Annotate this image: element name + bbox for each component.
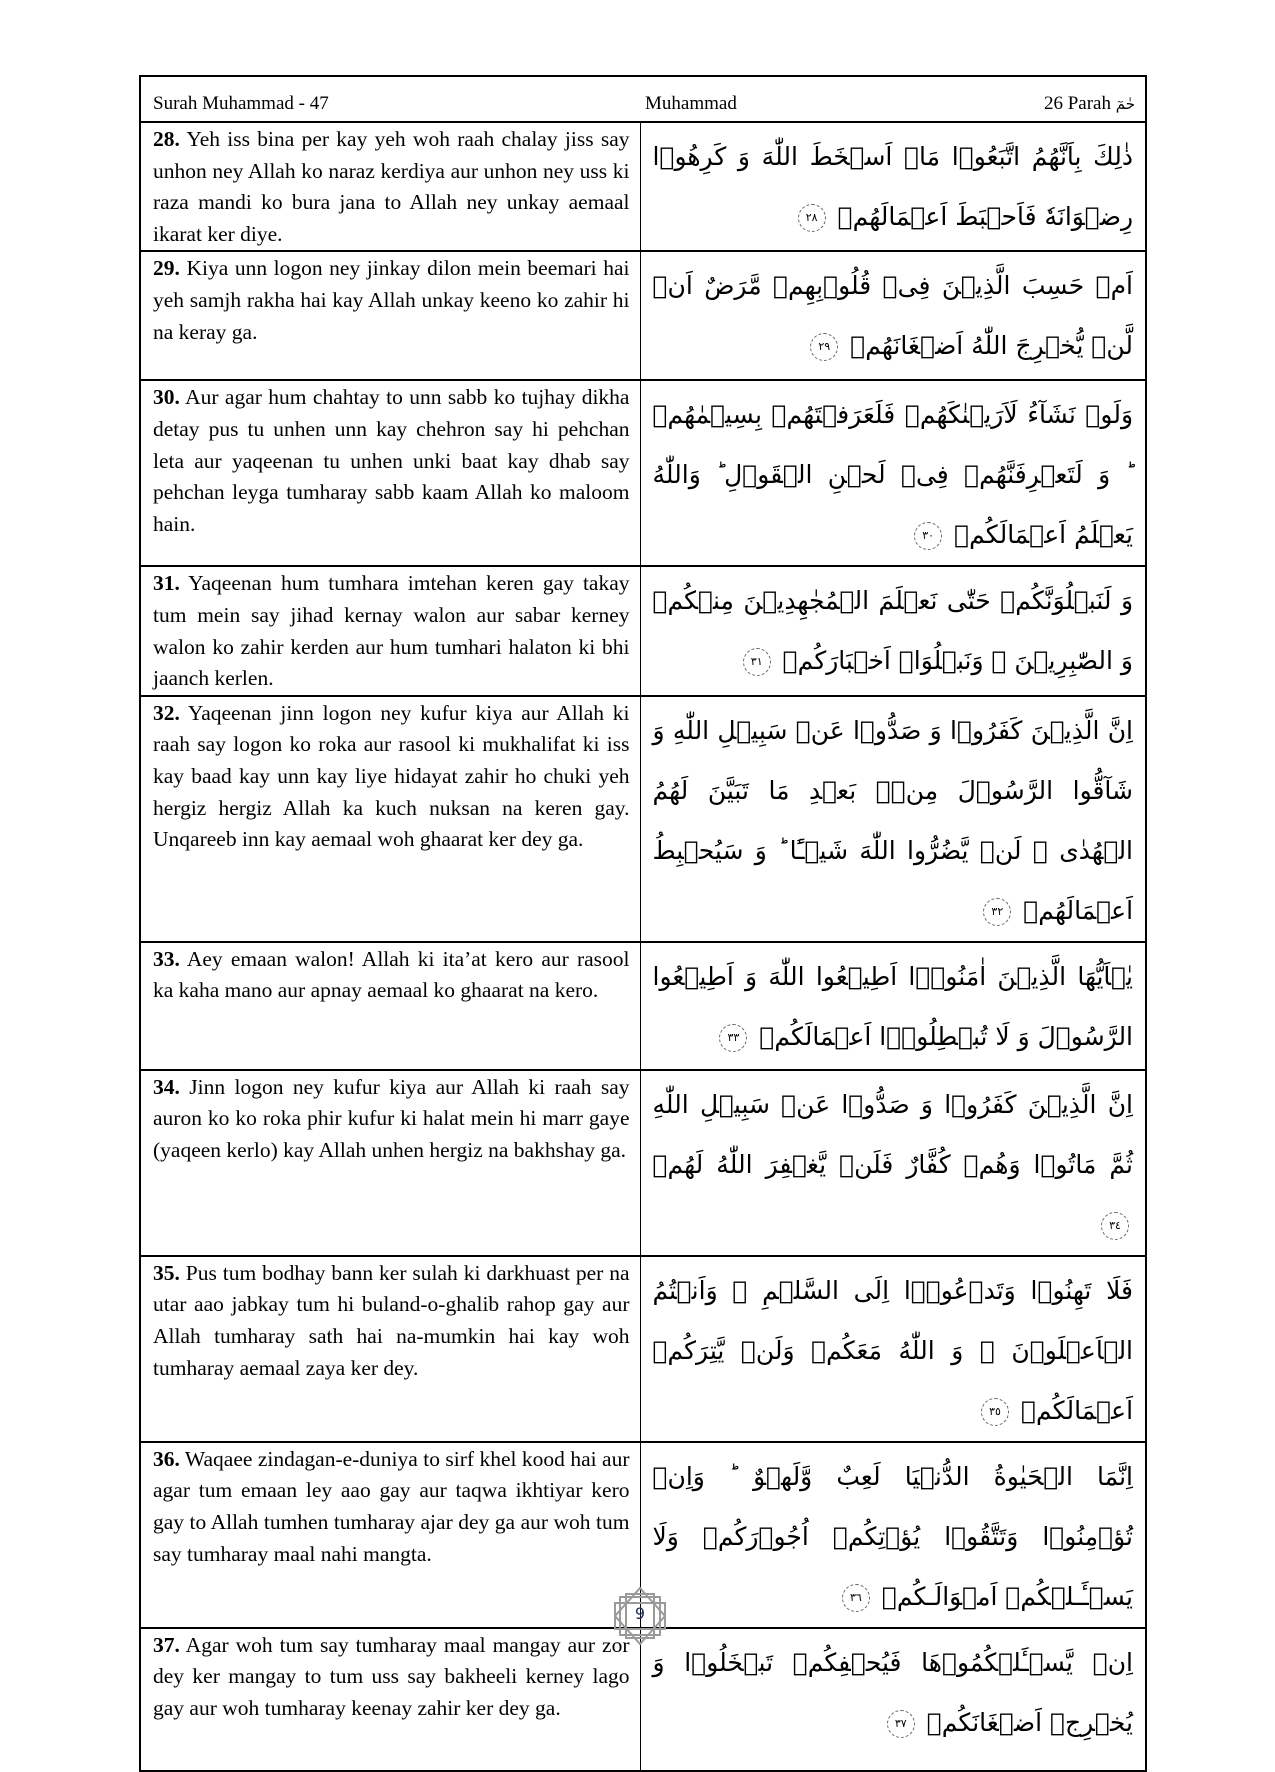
english-text: Yaqeenan jinn logon ney kufur kiya aur Allah ki raah say logon ko roka aur rasool ki mukhalifat ki iss kay baad kay unn kay liye hidayat zahir ho chuki yeh hergiz hergiz Allah ka kuch nuksan na keren gay. Unqareeb inn kay aemaal woh ghaarat ker dey ga. [153, 700, 630, 852]
arabic-text: وَ لَنَبۡلُوَنَّكُمۡ حَتّٰى نَعۡلَمَ الۡمُجٰهِدِيۡنَ مِنۡكُمۡ وَ الصّٰبِرِيۡنَ ۙ وَنَبۡلُوَا۟ اَخۡبَارَكُمۡ [652, 586, 1134, 676]
page-number-badge [609, 1586, 671, 1646]
english-text: Jinn logon ney kufur kiya aur Allah ki raah say auron ko ko roka phir kufur ki halat mein hi marr gaye (yaqeen kerlo) kay Allah unhen hergiz na bakhshay ga. [153, 1074, 630, 1162]
ayah-end-marker-icon: ٣٦ [842, 1584, 870, 1612]
english-text: Agar woh tum say tumharay maal mangay aur zor dey ker mangay to tum uss say bakheeli kerney lago gay aur woh tumharay keenay zahir ker dey ga. [153, 1632, 630, 1720]
english-translation-cell [140, 1442, 640, 1628]
verse-row-30 [140, 380, 1146, 566]
english-translation-cell [140, 942, 640, 1070]
verse-number: 32. [153, 700, 180, 725]
ayah-end-marker-icon: ٣٠ [914, 522, 942, 550]
verse-row-29 [140, 251, 1146, 380]
english-text: Yaqeenan hum tumhara imtehan keren gay takay tum mein say jihad kernay walon aur sabar kerney walon ko zahir kerden aur hum tumhari halaton ki bhi jaanch kerlen. [153, 571, 630, 691]
verse-row-33 [140, 942, 1146, 1070]
english-text: Aur agar hum chahtay to unn sabb ko tujhay dikha detay pus tu unhen unn kay chehron say hi pehchan leta aur yaqeenan tu unhen unki baat kay dhab say pehchan leyga tumharay sabb kaam Allah ko maloom hain. [153, 385, 630, 536]
arabic-text-cell [640, 1442, 1146, 1628]
arabic-text-cell [640, 696, 1146, 942]
ayah-end-marker-icon: ٢٨ [798, 204, 826, 232]
ayah-end-marker-icon: ٣٥ [981, 1398, 1009, 1426]
verse-row-35 [140, 1256, 1146, 1442]
translation-table [139, 75, 1147, 1772]
verse-row-31 [140, 566, 1146, 695]
english-translation-cell [140, 1628, 640, 1771]
arabic-text: اَمۡ حَسِبَ الَّذِيۡنَ فِىۡ قُلُوۡبِهِمۡ مَّرَضٌ اَنۡ لَّنۡ يُّخۡرِجَ اللّٰهُ اَضۡغَانَهُمۡ [652, 271, 1134, 361]
english-translation-cell [140, 1070, 640, 1256]
english-translation-cell [140, 122, 640, 251]
header-bar [141, 77, 1145, 121]
english-translation-cell [140, 251, 640, 380]
verse-row-32 [140, 696, 1146, 942]
arabic-text-cell [640, 251, 1146, 380]
verse-number: 31. [153, 571, 180, 596]
arabic-text: فَلَا تَهِنُوۡا وَتَدۡعُوۡۤا اِلَى السَّلۡمِ ۖ وَاَنۡتُمُ الۡاَعۡلَوۡنَ ۖ وَ اللّٰهُ مَعَكُمۡ وَلَنۡ يَّتِرَكُمۡ اَعۡمَالَكُمۡ [652, 1275, 1134, 1425]
surah-title: Surah Muhammad - 47 [153, 93, 329, 114]
surah-name: Muhammad [645, 93, 737, 114]
arabic-text: اِنَّ الَّذِيۡنَ كَفَرُوۡا وَ صَدُّوۡا عَنۡ سَبِيۡلِ اللّٰهِ وَ شَآقُّوا الرَّسُوۡلَ مِنۡۢ بَعۡدِ مَا تَبَيَّنَ لَهُمُ الۡهُدٰى ۙ لَنۡ يَّضُرُّوا اللّٰهَ شَيۡـًٔا ؕ وَ سَيُحۡبِطُ اَعۡمَالَهُمۡ [652, 715, 1134, 925]
arabic-text-cell [640, 1256, 1146, 1442]
english-translation-cell [140, 566, 640, 695]
ayah-end-marker-icon: ٣٢ [983, 898, 1011, 926]
parah-number: 26 Parah [1043, 93, 1111, 114]
english-text: Waqaee zindagan-e-duniya to sirf khel kood hai aur agar tum emaan ley aao gay aur taqwa ikhtiyar kero gay to Allah tumhen tumharay ajar dey ga aur woh tum say tumharay maal nahi mangta. [153, 1446, 630, 1566]
english-text: Pus tum bodhay bann ker sulah ki darkhuast per na utar aao jabkay tum hi buland-o-ghalib rahop gay aur Allah tumharay sath hai na-mumkin hai kay woh tumharay aemaal zaya ker dey. [153, 1260, 630, 1380]
english-text: Yeh iss bina per kay yeh woh raah chalay jiss say unhon ney Allah ko naraz kerdiya aur unhon ney uss ki raza mandi ko bura jana to Allah ney unkay aemaal ikarat ker diye. [153, 127, 630, 246]
arabic-text: يٰۤاَيُّهَا الَّذِيۡنَ اٰمَنُوۡۤا اَطِيۡعُوا اللّٰهَ وَ اَطِيۡعُوا الرَّسُوۡلَ وَ لَا تُبۡطِلُوۡۤا اَعۡمَالَكُمۡ [652, 961, 1134, 1051]
arabic-text: وَلَوۡ نَشَآءُ لَاَرَيۡنٰكَهُمۡ فَلَعَرَفۡتَهُمۡ بِسِيۡمٰهُمۡ ؕ وَ لَتَعۡرِفَنَّهُمۡ فِىۡ لَحۡنِ الۡقَوۡلِ ؕ وَاللّٰهُ يَعۡلَمُ اَعۡمَالَكُمۡ [652, 400, 1134, 550]
english-translation-cell [140, 380, 640, 566]
verse-number: 35. [153, 1260, 180, 1285]
page-number: 9 [634, 1604, 646, 1623]
english-translation-cell [140, 1256, 640, 1442]
arabic-text: اِنَّ الَّذِيۡنَ كَفَرُوۡا وَ صَدُّوۡا عَنۡ سَبِيۡلِ اللّٰهِ ثُمَّ مَاتُوۡا وَهُمۡ كُفَّارٌ فَلَنۡ يَّغۡفِرَ اللّٰهُ لَهُمۡ [652, 1089, 1134, 1179]
verse-row-34 [140, 1070, 1146, 1256]
ayah-end-marker-icon: ٣٧ [887, 1710, 915, 1738]
arabic-text-cell [640, 942, 1146, 1070]
verse-row-28 [140, 122, 1146, 251]
arabic-text-cell [640, 380, 1146, 566]
verse-number: 29. [153, 256, 180, 281]
english-text: Kiya unn logon ney jinkay dilon mein beemari hai yeh samjh rakha hai kay Allah unkay keeno ko zahir hi na keray ga. [153, 256, 630, 344]
arabic-text: اِنَّمَا الۡحَيٰوةُ الدُّنۡيَا لَعِبٌ وَّلَهۡوٌ ؕ وَاِنۡ تُؤۡمِنُوۡا وَتَتَّقُوۡا يُؤۡتِكُمۡ اُجُوۡرَكُمۡ وَلَا يَسۡـَٔـلۡكُمۡ اَمۡوَالَـكُمۡ [652, 1461, 1134, 1611]
verse-number: 34. [153, 1074, 180, 1099]
verse-number: 28. [153, 127, 180, 151]
verse-number: 37. [153, 1632, 180, 1657]
english-translation-cell [140, 696, 640, 942]
arabic-text-cell [640, 566, 1146, 695]
arabic-text-cell [640, 1628, 1146, 1771]
ayah-end-marker-icon: ٣٤ [1101, 1212, 1129, 1240]
parah-label [1044, 93, 1135, 115]
arabic-text-cell [640, 122, 1146, 251]
arabic-text: ذٰلِكَ بِاَنَّهُمُ اتَّبَعُوۡا مَاۤ اَسۡخَطَ اللّٰهَ وَ كَرِهُوۡا رِضۡوَانَهٗ فَاَحۡبَطَ اَعۡمَالَهُمۡ [652, 142, 1134, 231]
arabic-text: اِنۡ يَّسۡـَٔلۡكُمُوۡهَا فَيُحۡفِكُمۡ تَبۡخَلُوۡا وَ يُخۡرِجۡ اَضۡغَانَكُمۡ [652, 1647, 1134, 1737]
page-header [140, 76, 1146, 122]
ayah-end-marker-icon: ٢٩ [810, 333, 838, 361]
verse-number: 30. [153, 385, 180, 410]
ayah-end-marker-icon: ٣١ [743, 648, 771, 676]
ayah-end-marker-icon: ٣٣ [719, 1024, 747, 1052]
english-text: Aey emaan walon! Allah ki ita’at kero aur rasool ka kaha mano aur apnay aemaal ko ghaarat na kero. [153, 946, 630, 1003]
arabic-text-cell [640, 1070, 1146, 1256]
parah-arabic-name: حٰمٓ [1115, 95, 1136, 113]
verse-number: 33. [153, 946, 180, 971]
verse-number: 36. [153, 1446, 180, 1471]
verse-row-37 [140, 1628, 1146, 1771]
